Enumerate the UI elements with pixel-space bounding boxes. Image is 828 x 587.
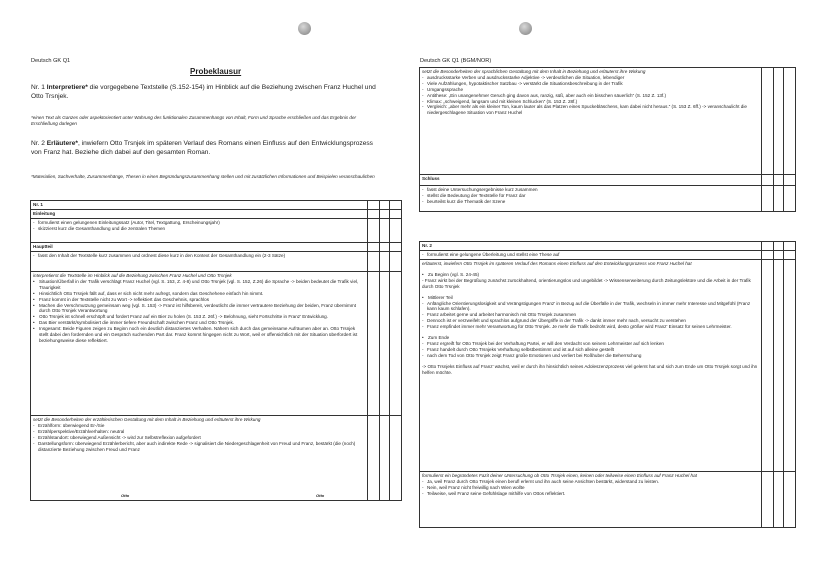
list-item: - Erzählform: überwiegend Er-/Sie <box>38 423 365 429</box>
right-course-label: Deutsch GK Q1 (BGM/NOR) <box>420 58 492 64</box>
list-item: - Anfängliche Orientierungslosigkeit und Verängstigungen Franz' in Bezug auf die Überfälle in der Trafik, wechseln in immer mehr Interesse und Mitgefühl (Franz kann kaum schlafen). <box>427 301 759 313</box>
list-item: - skizzierst kurz die Gesamthandlung und die zentralen Themen <box>38 226 365 232</box>
list-item: - formulierst eine gelungene Überleitung und stellst eine These auf <box>427 252 759 258</box>
task-1-text: die vorgegebene Textstelle (S.152-154) im Hinblick auf die Beziehung zwischen Franz Huchel und Otto Trsnjek. <box>31 84 376 100</box>
list-item: - Umgangssprache <box>427 87 759 93</box>
einfluss-intro: erläuterst, inwiefern Otto Trsnjek im späteren Verlauf des Romans einen Einfluss auf den Entwicklungsprozess von Franz Huchel hat <box>422 261 692 266</box>
task-2-operator: Erläutere* <box>46 140 78 147</box>
mitte-heading: • Mittlerer Teil <box>428 295 759 301</box>
einfluss-criteria <box>420 260 762 472</box>
erzaehlerische-gestaltung-criteria <box>31 416 368 501</box>
list-item: • Machen die Verschmutzung gemeinsam weg (vgl. S. 153) -> Franz ist hilfsbereit, verdeutlicht die immer vertrautere Beziehung der beiden, Franz übernimmt durch Otto Trsnjek Verantwortung <box>39 303 365 315</box>
list-item: - Darstellungsform: überwiegend Erzählerbericht, aber auch indirekte Rede -> signalisiert die Niedergeschlagenheit von Freud und Franz, bestärkt (die (noch) distanzierte Beziehung zwischen Freud und Franz <box>38 441 365 453</box>
ende-heading: • Zum Ende <box>428 335 759 341</box>
task-1-label: Nr. 1 <box>31 84 45 91</box>
list-item: - Erzählperspektive/Erzählverhalten: neutral <box>38 429 365 435</box>
list-item: - beurteilst kurz die Thematik der Szene <box>427 199 759 205</box>
interpretation-criteria <box>31 272 368 416</box>
exam-title: Probeklausur <box>190 67 242 76</box>
beginn-text: - Franz wirkt bei der Begrüßung zunächst zurückhaltend, orientierungslos und ungebildet -> Wissenserweiterung durch Zeitungslektüre und die Arbeit in der Trafik durch Otto Trsnjek <box>422 277 751 289</box>
list-item: - Franz handelt durch Otto Trsnjeks Verhaftung selbstbestimmt und ist auf sich alleine gestellt <box>427 347 759 353</box>
handwritten-note-1: Otto <box>121 493 130 498</box>
hauptteil-criteria <box>31 252 368 272</box>
list-item: - formulierst einen gelungenen Einleitungssatz (Autor, Titel, Textgattung, Erscheinungsjahr) <box>38 220 365 226</box>
list-item: • Das Bier verstärkt/symbolisiert die immer tiefere Freundschaft zwischen Franz und Otto Trsnjek. <box>39 320 365 326</box>
task-2-text: , inwiefern Otto Trsnjek im späteren Verlauf des Romans einen Einfluss auf den Entwicklungsprozess von Franz hat. Beziehe dich dabei auf den gesamten Roman. <box>31 140 373 156</box>
nr2-header: Nr. 2 <box>420 242 762 251</box>
note-2: *Materialien, Sachverhalte, Zusammenhänge, Thesen in einen Begründungszusammenhang stellen und mit zusätzlichen Informationen und Beispielen veranschaulichen <box>31 174 375 179</box>
erzaehl-intro: setzt die Besonderheiten der erzählerischen Gestaltung mit dem Inhalt in Beziehung und erläuterst ihre Wirkung <box>33 417 261 422</box>
beginn-heading: • Zu Beginn (vgl. S. 24-45) <box>428 272 759 278</box>
right-page <box>415 0 810 587</box>
left-page <box>20 0 400 587</box>
list-item: - Ja, weil Franz durch Otto Trsnjek einen berufl erlernt und ihn auch seine Ansichten bestärkt, widerstand zu leisten. <box>427 479 759 485</box>
list-item: - Vergleich: „aber mehr als ein kleiner Ton, kaum lauter als das Platzen eines Spuckebläschens, kam dabei nicht heraus.“ (S. 153 Z. 6ff.) -> veranschaulicht die niedergeschlagene Situation von Franz Huchel <box>427 104 759 116</box>
list-item: • Insgesamt: Beide Figuren zeigen zu Beginn noch ein deutlich distanziertes Verhalten. Nähern sich durch das gemeinsame Aufräumen aber an. Otto Trsnjek stellt dabei den fordernden und ein Gespräch suchenden Part dar. Franz kommt hingegen nicht zu Wort, weil er offensichtlich mit der Situation überfordert ist beziehungsweise diese reflektiert. <box>39 326 365 344</box>
list-item: - Teilweise, weil Franz seine Gefühlslage mithilfe von Ottos reflektiert. <box>427 491 759 497</box>
task-1-operator: Interpretiere* <box>46 84 88 91</box>
interpretation-intro: interpretierst die Textstelle im Hinblick auf die Beziehung zwischen Franz Huchel und Otto Trsnjek <box>33 273 232 278</box>
left-course-label: Deutsch GK Q1 <box>31 58 71 64</box>
task-1 <box>31 83 376 101</box>
list-item: • Franz kommt in der Textstelle nicht zu Wort -> reflektiert das Geschehnis, sprachlos <box>39 297 365 303</box>
list-item: • Hinsichtlich Otto Trsnjek fällt auf, dass er sich nicht mehr aufregt, sondern das Geschehene einfach hin nimmt. <box>39 291 365 297</box>
right-rubric-table-1 <box>419 67 796 212</box>
list-item: - ausdrucksstarke Verben und ausdrucksstarke Adjektive -> verdeutlichen die Situation, lebendiger <box>427 75 759 81</box>
right-rubric-table-2 <box>419 241 796 528</box>
schluss-criteria <box>420 186 762 212</box>
list-item: • Situation/Überfall in der Trafik verschlägt Franz Huchel (vgl. S. 153, Z. 4-8) und Otto Trsnjek (vgl. S. 152, Z.26) die Sprache -> beiden bedeutet die Trafik viel, Traurigkeit <box>39 279 365 291</box>
list-item: - Viele Aufzählungen, hypotaktischer Satzbau -> verstärkt die Situationsbeschreibung in der Trafik <box>427 81 759 87</box>
hauptteil-header: Hauptteil <box>31 243 368 252</box>
handwritten-note-2: Otto <box>316 493 325 498</box>
list-item: - Erzählstandort: überwiegend Außensicht -> wird zur Selbstreflexion aufgefordert <box>38 435 365 441</box>
einfluss-conclusion: -> Otto Trsnjeks Einfluss auf Franz' wächst, weil er durch ihn hinsichtlich seines Adoleszenzprozess viel gelernt hat und sich zum Ende um Otto Trsnjek sorgt und ihn helfen möchte. <box>422 363 758 375</box>
list-item: - nach dem Tod von Otto Trsnjek zeigt Franz große Emotionen und verliert bei Roßhuber die Beherrschung <box>427 353 759 359</box>
sprach-intro: setzt die Besonderheiten der sprachlichen Gestaltung mit dem Inhalt in Beziehung und erläuterst ihre Wirkung <box>422 69 646 74</box>
einleitung-criteria <box>31 219 368 243</box>
list-item: - Nein, weil Franz nicht freiwillig nach Wien wollte <box>427 485 759 491</box>
task-2-label: Nr. 2 <box>31 140 45 147</box>
fazit-intro: formulierst ein begründetes Fazit deiner Untersuchung ob Otto Trsnjek einen, keinen oder teilweise einen Einfluss auf Franz Huchel hat <box>422 473 697 478</box>
fazit-criteria <box>420 472 762 528</box>
list-item: - Klimax: „schweigend, langsam und mit kleinen Schlucken“ (S. 153 Z. 28f.) <box>427 99 759 105</box>
list-item: - stellst die Bedeutung der Textstelle für Franz dar <box>427 193 759 199</box>
schluss-header: Schluss <box>420 175 762 186</box>
nr2-overleitung <box>420 251 762 260</box>
list-item: - Franz ergreift für Otto Trsnjek bei der Verhaftung Partei, er will den Verdacht von seinem Lehrmeister auf sich lenken <box>427 341 759 347</box>
list-item: - Dennoch ist er verzweifelt und sprachlos aufgrund der Übergriffe in der Trafik -> dankt immer mehr nach, versucht zu verstehen <box>427 318 759 324</box>
note-1: *einen Text als Ganzes oder aspektorientiert unter Wahrung des funktionalen Zusammenhangs von Inhalt, Form und Sprache erschließen und das Ergebnis der Erschließung darlegen <box>31 115 357 126</box>
nr1-header: Nr. 1 <box>31 201 368 210</box>
left-rubric-table <box>30 200 402 501</box>
list-item: - Franz empfindet immer mehr Verantwortung für Otto Trsnjek. Je mehr die Trafik bedroht wird, desto größer wird Franz' Einsatz für seinen Lehrmeister. <box>427 324 759 330</box>
list-item: - fasst den Inhalt der Textstelle kurz zusammen und ordnest diese kurz in den Kontext der Gesamthandlung ein (2-3 Sätze) <box>38 253 365 259</box>
sprachliche-gestaltung-criteria <box>420 68 762 175</box>
list-item: - Antithese: „Ein unangenehmer Geruch ging davon aus, ranzig, süß, aber auch ein bisschen säuerlich“ (S. 152 Z. 13f.) <box>427 93 759 99</box>
task-2 <box>31 139 376 157</box>
list-item: • Otto Trsnjek ist schnell erschöpft und fordert Franz auf ein Bier zu holen (S. 153 Z. 26f.) -> Belohnung, sieht Fortschritte in Franz' Entwicklung. <box>39 314 365 320</box>
list-item: - Franz arbeitet gerne und arbeitet harmonisch mit Otto Trsnjek zusammen <box>427 312 759 318</box>
list-item: - fasst deine Untersuchungsergebnisse kurz zusammen <box>427 187 759 193</box>
einleitung-header: Einleitung <box>31 210 368 219</box>
